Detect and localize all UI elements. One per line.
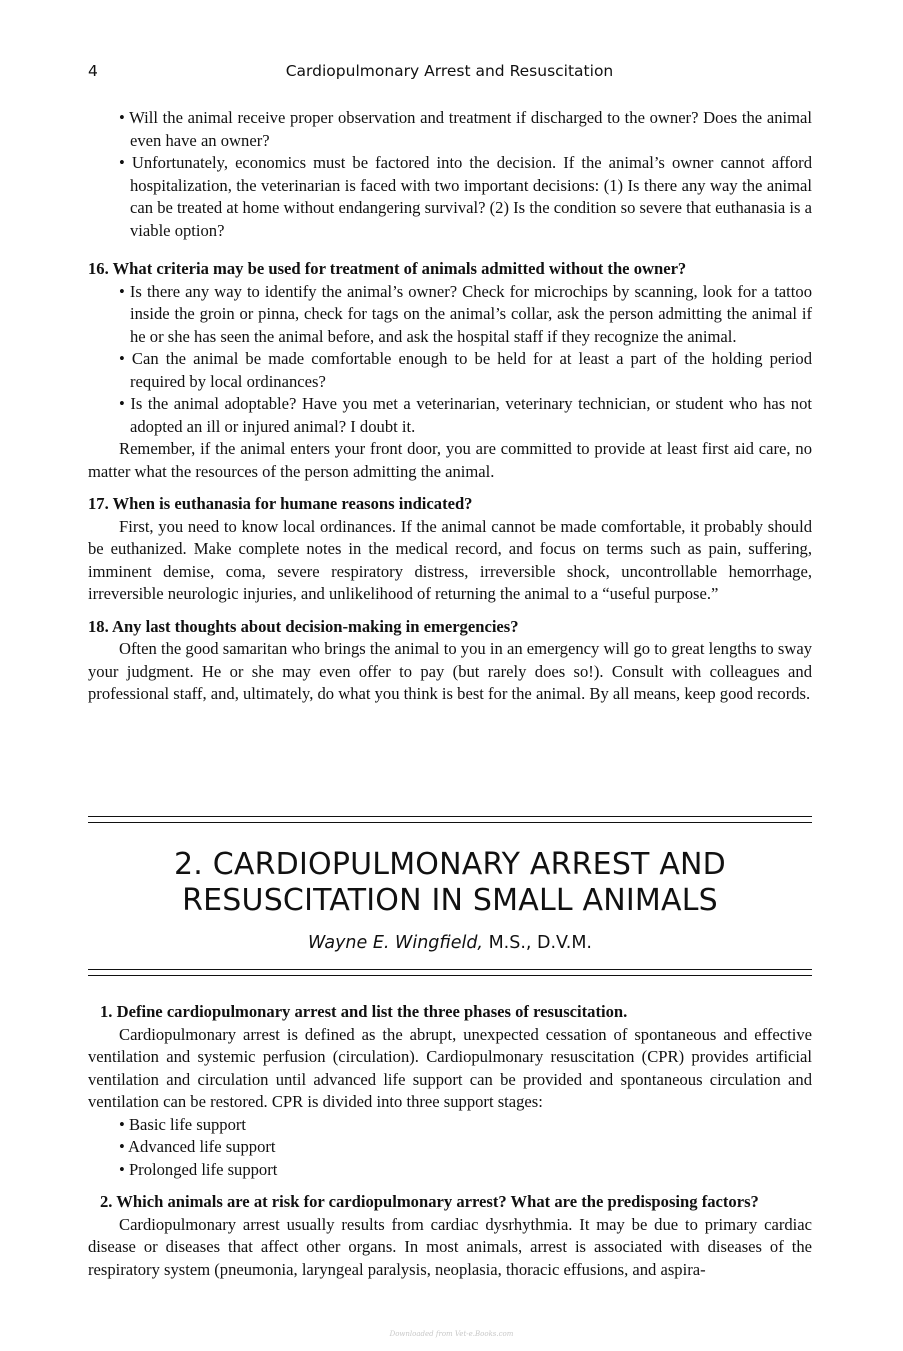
download-watermark: Downloaded from Vet-e.Books.com	[389, 1330, 514, 1338]
bullet-item: • Advanced life support	[119, 1137, 276, 1156]
running-header	[88, 62, 811, 86]
running-title: Cardiopulmonary Arrest and Resuscitation	[285, 62, 614, 80]
bullet-item: • Will the animal receive proper observation and treatment if discharged to the owner? Does the animal even have an owner?	[119, 108, 812, 150]
paragraph: Remember, if the animal enters your front door, you are committed to provide at least first aid care, no matter what the resources of the person admitting the animal.	[88, 439, 812, 481]
question-16-heading: 16. What criteria may be used for treatment of animals admitted without the owner?	[88, 259, 687, 278]
bullet-item: • Is the animal adoptable? Have you met a veterinarian, veterinary technician, or student who has not adopted an ill or injured animal? I doubt it.	[119, 394, 812, 436]
chapter-title-line-2: RESUSCITATION IN SMALL ANIMALS	[182, 883, 718, 918]
question-17-heading: 17. When is euthanasia for humane reasons indicated?	[88, 494, 473, 513]
bullet-item: • Unfortunately, economics must be factored into the decision. If the animal’s owner cannot afford hospitalization, the veterinarian is faced with two important decisions: (1) Is there any way the animal can be treated at home without endangering survival? (2) Is the condition so severe that euthanasia is a viable option?	[119, 153, 812, 240]
double-rule-top	[88, 816, 812, 823]
author-degrees: M.S., D.V.M.	[483, 933, 592, 953]
chapter-header	[88, 816, 812, 976]
author-name: Wayne E. Wingfield,	[308, 933, 483, 953]
paragraph: Cardiopulmonary arrest usually results from cardiac dysrhythmia. It may be due to primary cardiac disease or diseases that affect other organs. In most animals, arrest is associated with diseases of the respiratory system (pneumonia, laryngeal paralysis, neoplasia, thoracic effusions, and aspira-	[88, 1214, 812, 1279]
bullet-item: • Basic life support	[119, 1114, 247, 1134]
paragraph: Often the good samaritan who brings the animal to you in an emergency will go to great lengths to sway your judgment. He or she may even offer to pay (but rarely does so!). Consult with colleagues and professional staff, and, ultimately, do what you think is best for the animal. By all means, keep good records.	[88, 639, 812, 703]
bullet-item: • Is there any way to identify the animal’s owner? Check for microchips by scanning, look for a tattoo inside the groin or pinna, check for tags on the animal’s collar, ask the person admitting the animal if he or she has seen the animal before, and ask the hospital staff if they recognize the animal.	[119, 281, 812, 346]
question-1-heading: 1. Define cardiopulmonary arrest and list the three phases of resuscitation.	[100, 1002, 628, 1021]
question-2-heading: 2. Which animals are at risk for cardiopulmonary arrest? What are the predisposing factors?	[100, 1192, 759, 1211]
bullet-item: • Prolonged life support	[119, 1159, 278, 1179]
paragraph: Cardiopulmonary arrest is defined as the abrupt, unexpected cessation of spontaneous and effective ventilation and systemic perfusion (circulation). Cardiopulmonary resuscitation (CPR) provides artificial ventilation and circulation until advanced life support can be provided and spontaneous circulation and ventilation can be restored. CPR is divided into three support stages:	[88, 1024, 812, 1111]
paragraph: First, you need to know local ordinances. If the animal cannot be made comfortable, it probably should be euthanized. Make complete notes in the medical record, and focus on terms such as pain, suffering, imminent demise, coma, severe respiratory distress, irreversible shock, uncontrollable hemorrhage, irreversible neurologic injuries, and unlikelihood of returning the animal to a “useful purpose.”	[88, 516, 812, 603]
page-number: 4	[88, 62, 98, 80]
chapter-title-line-1: 2. CARDIOPULMONARY ARREST AND	[174, 847, 726, 882]
bullet-item: • Can the animal be made comfortable enough to be held for at least a part of the holding period required by local ordinances?	[119, 349, 812, 391]
section-chapter-2	[88, 1001, 812, 1281]
section-previous-chapter	[88, 107, 812, 706]
question-18-heading: 18. Any last thoughts about decision-making in emergencies?	[88, 616, 519, 636]
chapter-author	[88, 933, 812, 953]
chapter-title	[88, 847, 812, 919]
double-rule-bottom	[88, 969, 812, 976]
